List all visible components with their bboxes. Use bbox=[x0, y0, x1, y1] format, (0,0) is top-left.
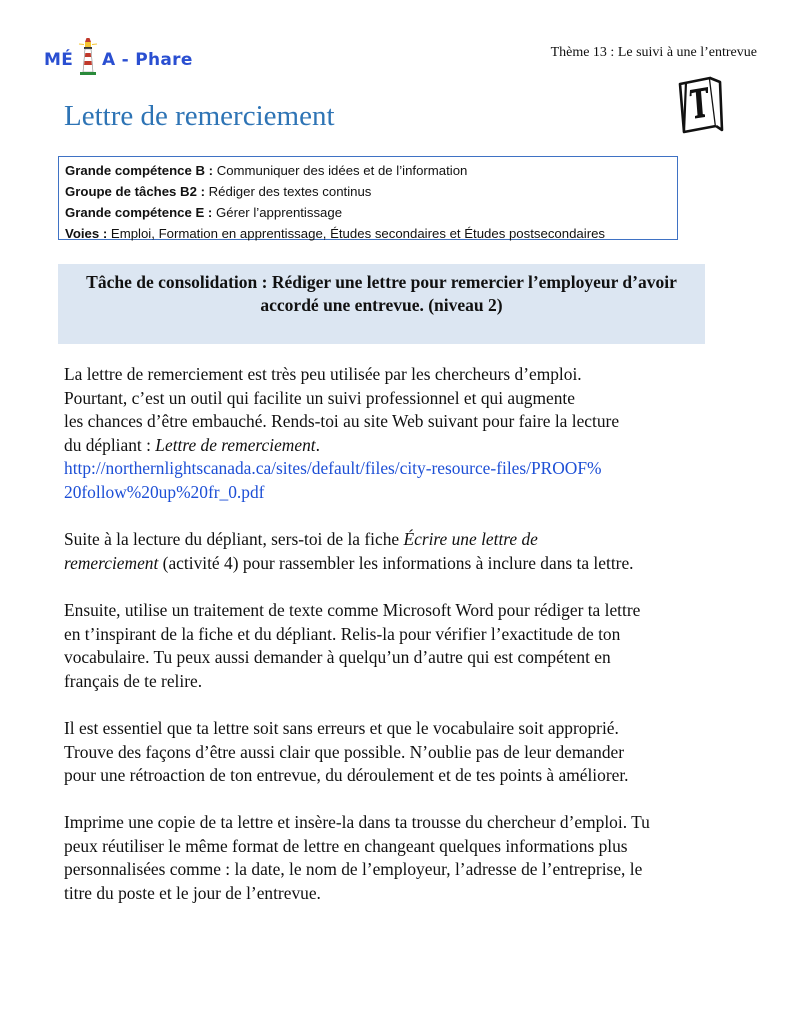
paragraph-fiche bbox=[64, 528, 704, 575]
text-line: Imprime une copie de ta lettre et insère-la dans ta trousse du chercheur d’emploi. Tu bbox=[64, 812, 650, 833]
competence-value: Communiquer des idées et de l’information bbox=[213, 163, 468, 178]
paragraph-impression bbox=[64, 811, 704, 905]
text-line: Il est essentiel que ta lettre soit sans erreurs et que le vocabulaire soit approprié. bbox=[64, 717, 619, 738]
text-fragment: . bbox=[315, 434, 320, 455]
competence-row bbox=[65, 160, 677, 181]
text-line: Trouve des façons d’être aussi clair que possible. N’oublie pas de leur demander bbox=[64, 741, 625, 762]
resource-link[interactable]: http://northernlightscanada.ca/sites/default/files/city-resource-files/PROOF% bbox=[64, 458, 602, 479]
text-line: vocabulaire. Tu peux aussi demander à quelqu’un d’autre qui est compétent en bbox=[64, 647, 611, 668]
text-line: Ensuite, utilise un traitement de texte comme Microsoft Word pour rédiger ta lettre bbox=[64, 599, 641, 620]
text-line bbox=[64, 528, 704, 552]
lighthouse-icon bbox=[76, 36, 100, 76]
competence-row bbox=[65, 223, 677, 244]
competence-label: Grande compétence E : bbox=[65, 205, 213, 220]
text-line: peux réutiliser le même format de lettre en changeant quelques informations plus bbox=[64, 835, 628, 856]
competence-label: Groupe de tâches B2 : bbox=[65, 184, 205, 199]
task-line-1: Tâche de consolidation : Rédiger une lettre pour remercier l’employeur d’avoir bbox=[86, 272, 677, 292]
mela-phare-logo bbox=[44, 36, 204, 76]
text-line: Pourtant, c’est un outil qui facilite un suivi professionnel et qui augmente bbox=[64, 387, 575, 408]
task-box bbox=[58, 264, 705, 344]
paragraph-redaction bbox=[64, 599, 704, 693]
competence-row bbox=[65, 181, 677, 202]
text-line: La lettre de remerciement est très peu utilisée par les chercheurs d’emploi. bbox=[64, 364, 582, 384]
text-fragment: Suite à la lecture du dépliant, sers-toi de la fiche bbox=[64, 529, 404, 550]
competence-label: Grande compétence B : bbox=[65, 163, 214, 178]
logo-text-phare: A - Phare bbox=[102, 50, 193, 70]
text-line bbox=[64, 552, 704, 576]
body-text bbox=[64, 363, 704, 929]
theme-label: Thème 13 : Le suivi à une l’entrevue bbox=[550, 45, 757, 60]
text-line: personnalisées comme : la date, le nom de l’employeur, l’adresse de l’entreprise, le bbox=[64, 859, 643, 880]
text-line: les chances d’être embauché. Rends-toi au site Web suivant pour faire la lecture bbox=[64, 411, 620, 432]
text-t-document-icon bbox=[676, 74, 724, 136]
text-line: titre du poste et le jour de l’entrevue. bbox=[64, 883, 321, 904]
brochure-title: Lettre de remerciement bbox=[155, 434, 316, 455]
competence-label: Voies : bbox=[65, 226, 108, 241]
logo-text-me: MÉ bbox=[44, 50, 74, 70]
competences-box bbox=[58, 156, 678, 240]
resource-link[interactable]: 20follow%20up%20fr_0.pdf bbox=[64, 481, 265, 502]
text-line bbox=[64, 434, 704, 458]
fiche-title: remerciement bbox=[64, 552, 159, 573]
page-title: Lettre de remerciement bbox=[64, 100, 335, 132]
text-fragment: du dépliant : bbox=[64, 434, 156, 455]
paragraph-intro bbox=[64, 363, 704, 505]
text-line: pour une rétroaction de ton entrevue, du déroulement et de tes points à améliorer. bbox=[64, 765, 629, 786]
text-line: français de te relire. bbox=[64, 670, 203, 691]
text-line: en t’inspirant de la fiche et du dépliant. Relis-la pour vérifier l’exactitude de ton bbox=[64, 623, 621, 644]
competence-value: Emploi, Formation en apprentissage, Études secondaires et Études postsecondaires bbox=[107, 226, 606, 241]
competence-value: Gérer l’apprentissage bbox=[212, 205, 343, 220]
text-fragment: (activité 4) pour rassembler les informations à inclure dans ta lettre. bbox=[158, 552, 634, 573]
competence-row bbox=[65, 202, 677, 223]
competence-value: Rédiger des textes continus bbox=[204, 184, 372, 199]
paragraph-qualite bbox=[64, 717, 704, 788]
task-line-2: accordé une entrevue. (niveau 2) bbox=[260, 295, 503, 315]
fiche-title: Écrire une lettre de bbox=[403, 529, 538, 550]
